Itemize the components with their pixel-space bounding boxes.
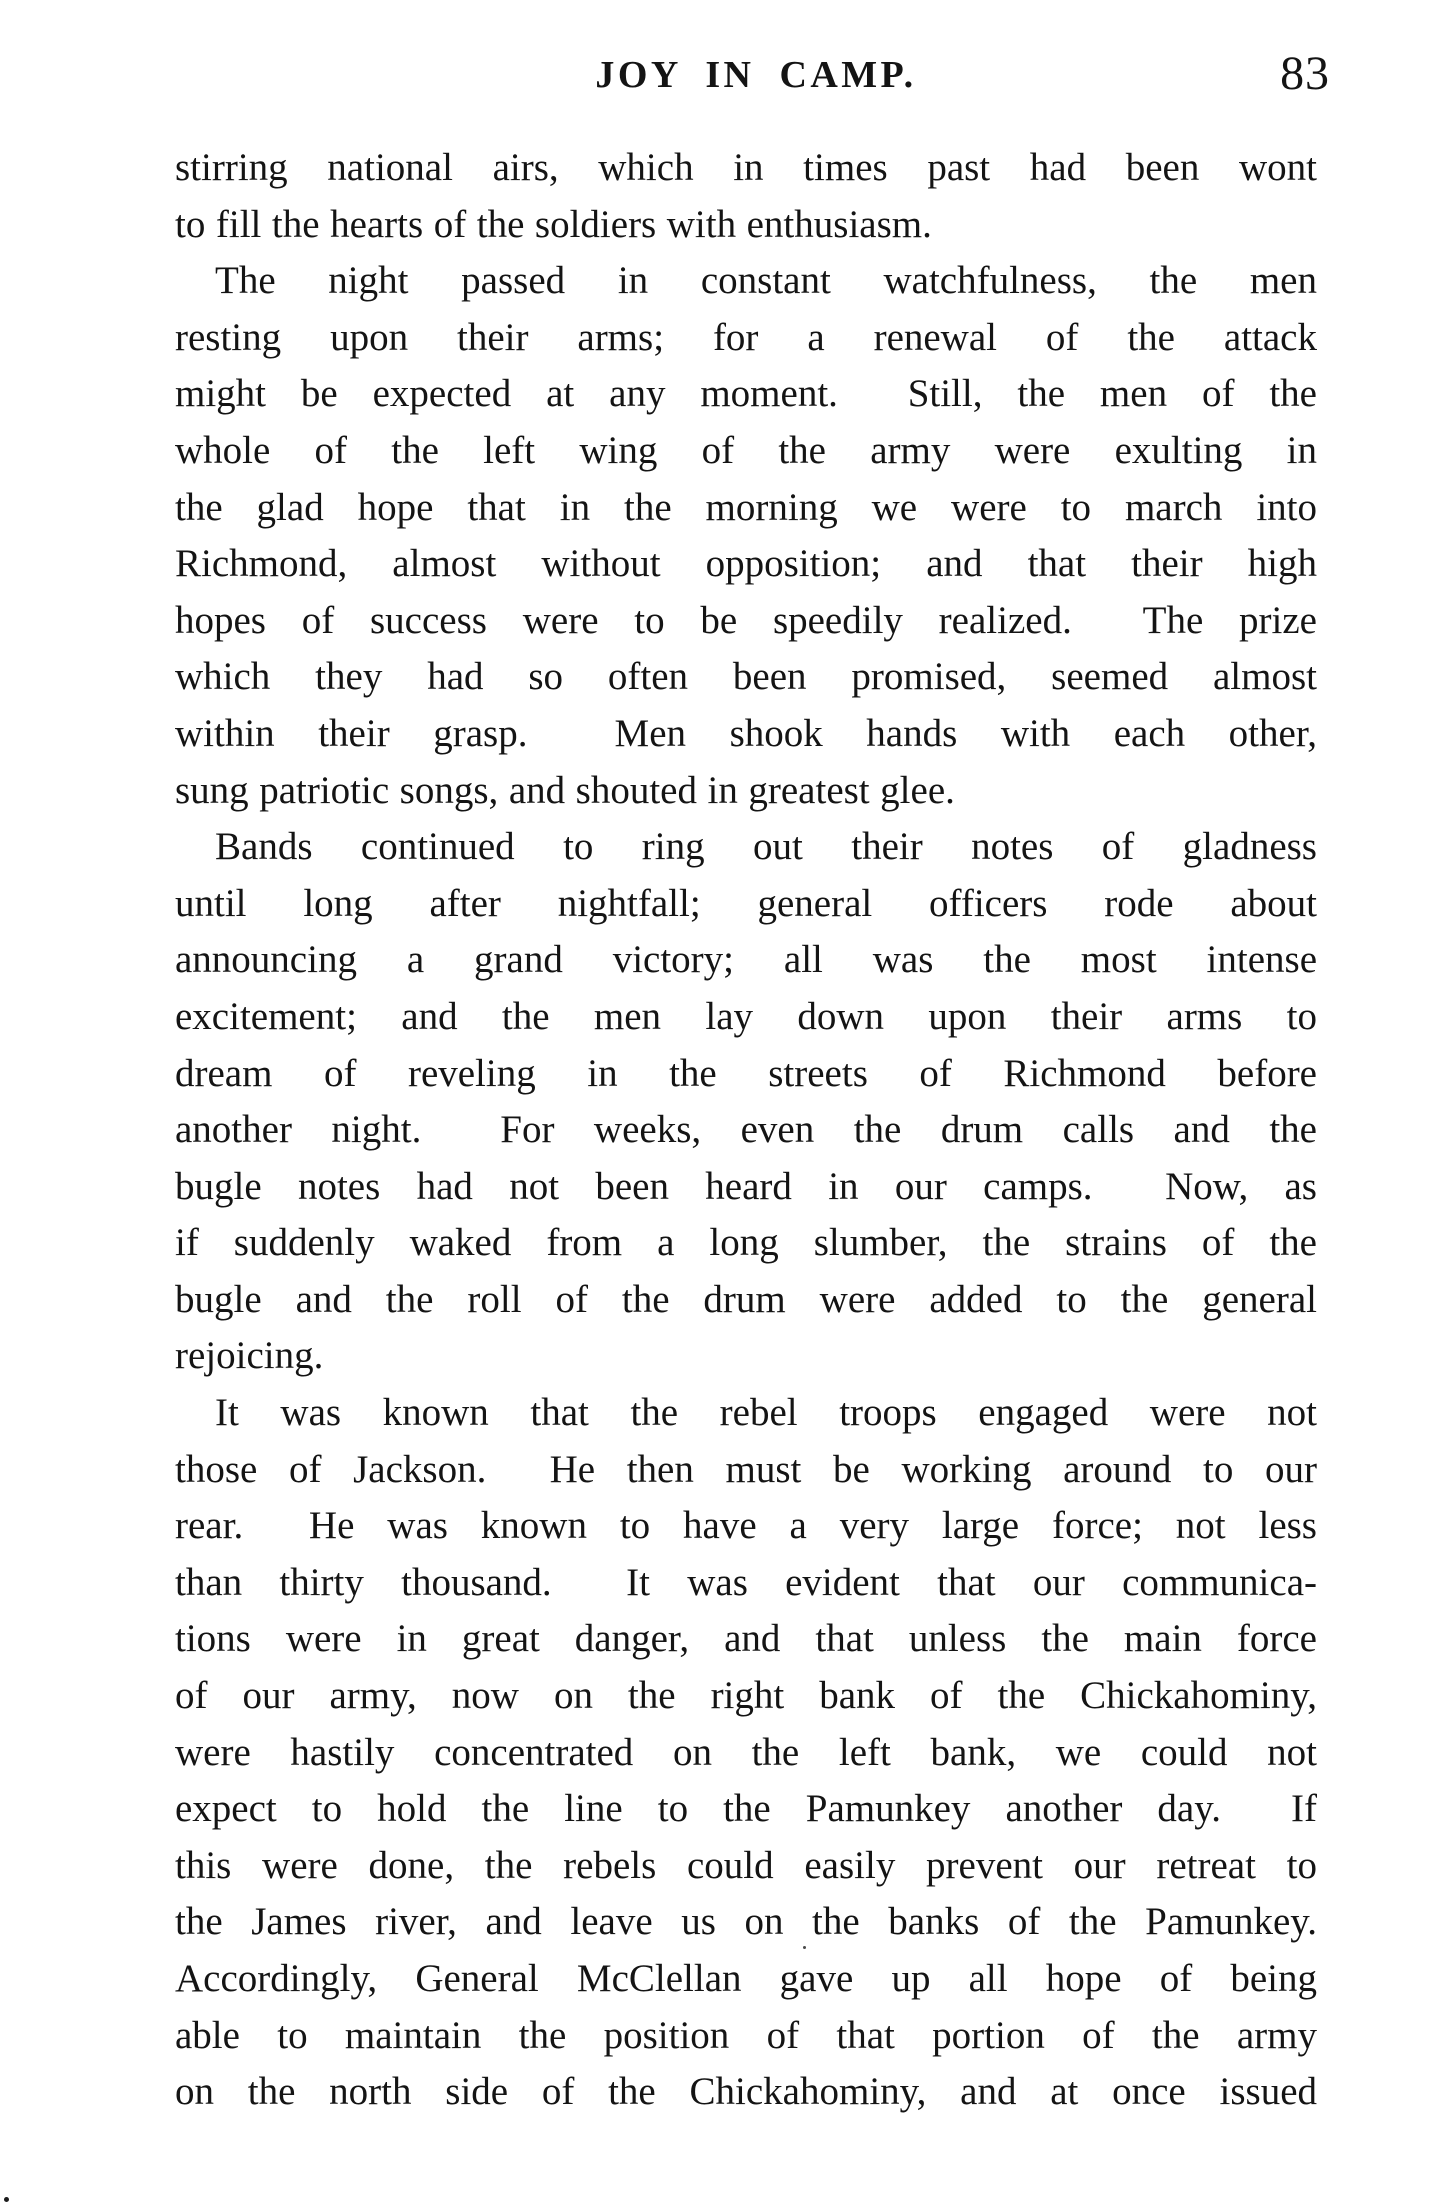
text-line: able to maintain the position of that portion of the army	[175, 2013, 1317, 2057]
running-header: JOY IN CAMP.	[595, 54, 917, 96]
text-line: to fill the hearts of the soldiers with enthusiasm.	[175, 202, 932, 246]
text-line: until long after nightfall; general officers rode about	[175, 881, 1317, 925]
paragraph	[175, 819, 1317, 1385]
text-line: announcing a grand victory; all was the most intense	[175, 938, 1317, 982]
text-line: hopes of success were to be speedily realized. The prize	[175, 598, 1317, 642]
text-line: another night. For weeks, even the drum calls and the	[175, 1108, 1317, 1152]
page-number: 83	[1280, 47, 1330, 100]
text-line: It was known that the rebel troops engaged were not	[215, 1391, 1317, 1435]
text-line: on the north side of the Chickahominy, and at once issued	[175, 2070, 1317, 2114]
text-line: rear. He was known to have a very large force; not less	[175, 1504, 1317, 1548]
text-line: dream of reveling in the streets of Richmond before	[175, 1051, 1317, 1095]
scan-speck	[4, 2197, 9, 2202]
text-line: which they had so often been promised, seemed almost	[175, 655, 1317, 699]
paragraph	[175, 140, 1317, 253]
text-line: bugle and the roll of the drum were added to the general	[175, 1277, 1317, 1321]
text-line: within their grasp. Men shook hands with each other,	[175, 711, 1317, 755]
text-line: expect to hold the line to the Pamunkey another day. If	[175, 1787, 1317, 1831]
text-line: excitement; and the men lay down upon their arms to	[175, 994, 1317, 1038]
text-line: stirring national airs, which in times past had been wont	[175, 146, 1317, 189]
text-line: might be expected at any moment. Still, the men of the	[175, 372, 1317, 416]
scan-speck	[803, 1946, 806, 1949]
text-line: resting upon their arms; for a renewal of the attack	[175, 315, 1317, 359]
text-line: Bands continued to ring out their notes of gladness	[215, 825, 1317, 869]
body-text	[175, 140, 1317, 2121]
text-line: if suddenly waked from a long slumber, the strains of the	[175, 1221, 1317, 1265]
text-line: those of Jackson. He then must be working around to our	[175, 1447, 1317, 1491]
text-line: of our army, now on the right bank of the Chickahominy,	[175, 1674, 1317, 1718]
text-line: than thirty thousand. It was evident that our communica-	[175, 1560, 1317, 1604]
text-line: this were done, the rebels could easily prevent our retreat to	[175, 1843, 1317, 1887]
text-line: The night passed in constant watchfulness, the men	[215, 259, 1317, 303]
text-line: rejoicing.	[175, 1334, 324, 1378]
text-line: sung patriotic songs, and shouted in greatest glee.	[175, 768, 955, 812]
text-line: were hastily concentrated on the left bank, we could not	[175, 1730, 1317, 1774]
text-line: bugle notes had not been heard in our camps. Now, as	[175, 1164, 1317, 1208]
paragraph	[175, 1385, 1317, 2121]
text-line: the glad hope that in the morning we were to march into	[175, 485, 1317, 529]
text-line: whole of the left wing of the army were exulting in	[175, 428, 1317, 472]
text-line: the James river, and leave us on the banks of the Pamunkey.	[175, 1900, 1317, 1944]
paragraph	[175, 253, 1317, 819]
text-line: Richmond, almost without opposition; and that their high	[175, 542, 1317, 586]
text-line: tions were in great danger, and that unless the main force	[175, 1617, 1317, 1661]
text-line: Accordingly, General McClellan gave up all hope of being	[175, 1957, 1317, 2000]
